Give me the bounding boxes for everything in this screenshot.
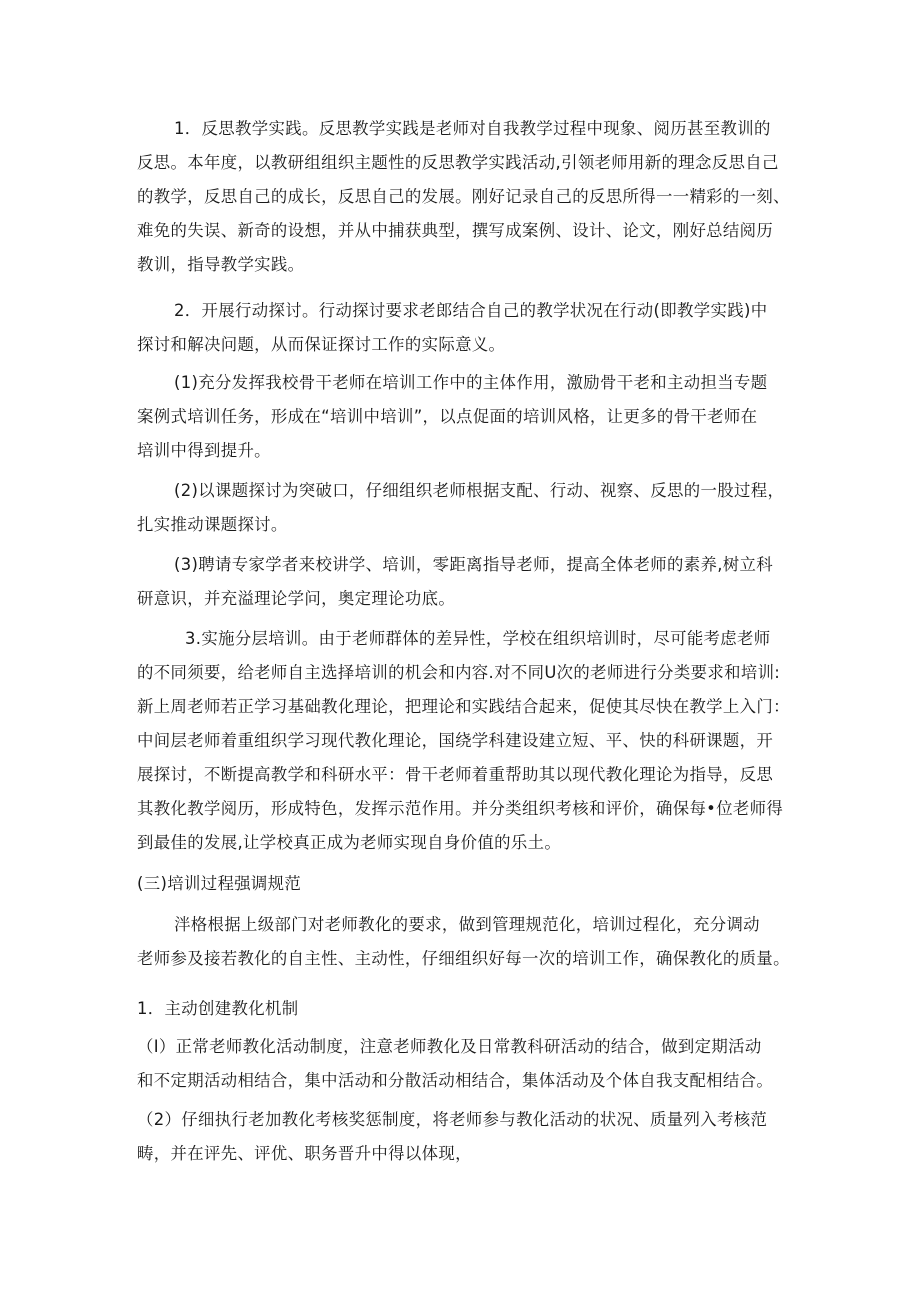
text-line: (2)以课题探讨为突破口，仔细组织老师根据支配、行动、视察、反思的一股过程， xyxy=(174,481,785,500)
text-line: 的教学，反思自己的成长，反思自己的发展。刚好记录自己的反思所得一一精彩的一刻、 xyxy=(137,187,790,206)
text-line: 泮格根据上级部门对老师教化的要求，做到管理规范化，培训过程化，充分调动 xyxy=(174,915,760,934)
text-line: 和不定期活动相结合，集中活动和分散活动相结合，集体活动及个体自我支配相结合。 xyxy=(137,1071,774,1090)
text-line: （2）仔细执行老加教化考核奖惩制度，将老师参与教化活动的状况、质量列入考核范 xyxy=(137,1110,768,1129)
text-line: (1)充分发挥我校骨干老师在培训工作中的主体作用，激励骨干老和主动担当专题 xyxy=(174,373,768,392)
text-line: 培训中得到提升。 xyxy=(137,441,271,460)
text-line: 1．反思教学实践。反思教学实践是老师对自我教学过程中现象、阅历甚至教训的 xyxy=(174,119,771,138)
text-line: 新上周老师若正学习基础教化理论，把理论和实践结合起来，促使其尽快在教学上入门： xyxy=(137,697,790,716)
text-line: 的不同须要，给老师自主选择培训的机会和内容.对不同U次的老师进行分类要求和培训: xyxy=(137,663,781,682)
text-line: (三)培训过程强调规范 xyxy=(137,874,302,893)
text-line: 中间层老师着重组织学习现代教化理论，国绕学科建设建立短、平、快的科研课题，开 xyxy=(137,731,774,750)
text-line: 畴，并在评先、评优、职务晋升中得以体现， xyxy=(137,1144,472,1163)
text-line: 老师参及接若教化的自主性、主动性，仔细组织好每一次的培训工作，确保教化的质量。 xyxy=(137,949,790,968)
text-line: 2．开展行动探讨。行动探讨要求老郎结合自己的教学状况在行动(即教学实践)中 xyxy=(174,301,768,320)
text-line: 1．主动创建教化机制 xyxy=(137,999,299,1018)
text-line: 扎实推动课题探讨。 xyxy=(137,515,288,534)
text-line: 难免的失误、新奇的设想，并从中捕获典型，撰写成案例、设计、论文，刚好总结阅历 xyxy=(137,221,774,240)
text-line: (3)聘请专家学者来校讲学、培训，零距离指导老师，提高全体老师的素养,树立科 xyxy=(174,555,774,574)
text-line: 教训，指导教学实践。 xyxy=(137,255,305,274)
text-line: 反思。本年度，以教研组组织主题性的反思教学实践活动,引领老师用新的理念反思自己 xyxy=(137,153,779,172)
text-line: 3.实施分层培训。由于老师群体的差异性，学校在组织培训时，尽可能考虑老师 xyxy=(185,629,771,648)
text-line: 到最佳的发展,让学校真正成为老师实现自身价值的乐土。 xyxy=(137,833,562,852)
text-line: 其教化教学阅历，形成特色，发挥示范作用。并分类组织考核和评价，确保每•位老师得 xyxy=(137,799,784,818)
text-line: 探讨和解决问题，从而保证探讨工作的实际意义。 xyxy=(137,335,506,354)
text-line: 案例式培训任务，形成在“培训中培训”，以点促面的培训风格，让更多的骨干老师在 xyxy=(137,407,758,426)
text-line: （I）正常老师教化活动制度，注意老师教化及日常教科研活动的结合，做到定期活动 xyxy=(137,1037,762,1056)
text-line: 研意识，并充溢理论学问，奥定理论功底。 xyxy=(137,589,456,608)
text-line: 展探讨，不断提高教学和科研水平：骨干老师着重帮助其以现代教化理论为指导，反思 xyxy=(137,765,774,784)
